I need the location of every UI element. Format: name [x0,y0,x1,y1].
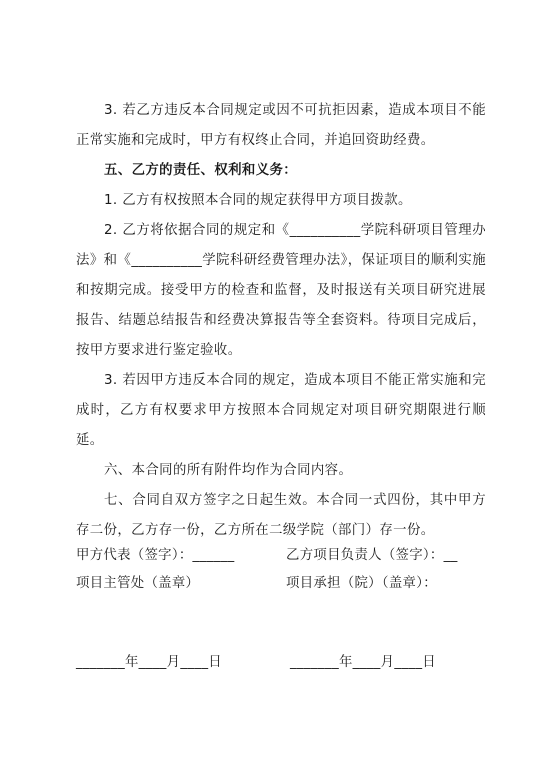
section-7: 七、合同自双方签字之日起生效。本合同一式四份，其中甲方存二份，乙方存一份，乙方所在二级学院（部门）存一份。 [76,493,486,538]
clause-party-b-3: 3. 若因甲方违反本合同的规定，造成本项目不能正常实施和完成时，乙方有权要求甲方按照本合同规定对项目研究期限进行顺延。 [76,373,486,448]
date-line-right: _______年____月____日 [290,655,437,670]
party-a-representative-signature: 甲方代表（签字）：______ [76,548,235,563]
managing-department-seal: 项目主管处（盖章） [76,576,200,591]
clause-party-b-1: 1. 乙方有权按照本合同的规定获得甲方项目拨款。 [104,193,412,208]
clause-5-3-termination: 3. 若乙方违反本合同规定或因不可抗拒因素，造成本项目不能正常实施和完成时，甲方有权终止合同，并追回资助经费。 [76,103,486,148]
clause-party-b-2: 2. 乙方将依据合同的规定和《__________学院科研项目管理办法》和《__________学院科研经费管理办法》，保证项目的顺利实施和按期完成。接受甲方的检查和监督，及时报送有关项目研究进展报告、结题总结报告和经费决算报告等全套资料。待项目完成后，按甲方要求进行鉴定验收。 [76,223,486,358]
party-b-project-leader-signature: 乙方项目负责人（签字）：__ [286,548,458,563]
section-6: 六、本合同的所有附件均作为合同内容。 [104,463,353,478]
section-5-heading: 五、乙方的责任、权利和义务： [104,163,298,178]
undertaking-college-seal: 项目承担（院）（盖章）： [286,576,437,591]
date-line-left: _______年____月____日 [76,655,223,670]
